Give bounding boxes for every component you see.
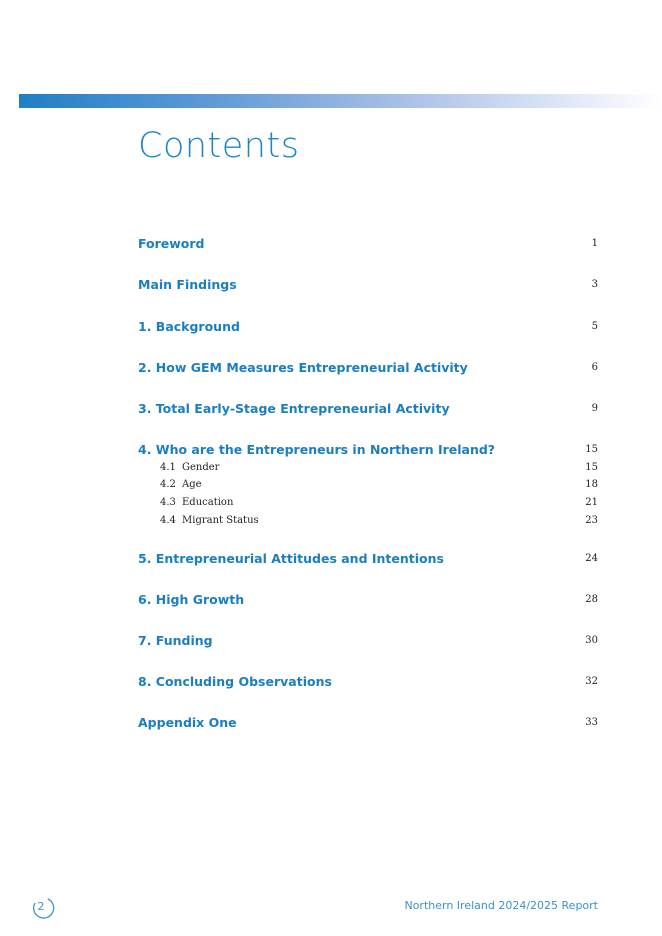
toc-subentry-label: Migrant Status xyxy=(182,514,259,526)
toc-entry-label: 7. Funding xyxy=(138,632,213,648)
toc-subentry-page: 15 xyxy=(585,461,598,473)
toc-entry-page: 24 xyxy=(585,552,598,564)
toc-entry-page: 33 xyxy=(585,716,598,728)
toc-entry-label: 1. Background xyxy=(138,318,240,334)
toc-subentry-label: Gender xyxy=(182,461,220,473)
toc-subentry-number: 4.3 xyxy=(160,496,176,508)
toc-entry-page: 3 xyxy=(591,278,598,290)
footer-report-title: Northern Ireland 2024/2025 Report xyxy=(404,899,598,912)
toc-subentry-label: Age xyxy=(182,478,202,490)
toc-entry-page: 32 xyxy=(585,675,598,687)
toc-entry-label: 2. How GEM Measures Entrepreneurial Activity xyxy=(138,359,468,375)
toc-entry-concluding-observations[interactable] xyxy=(138,672,598,690)
page-number-badge xyxy=(31,896,53,918)
toc-subentry-page: 18 xyxy=(585,478,598,490)
toc-subentry-number: 4.2 xyxy=(160,478,176,490)
page-number: 2 xyxy=(37,900,45,913)
toc-subentry-age[interactable] xyxy=(160,476,598,492)
toc-entry-attitudes-intentions[interactable] xyxy=(138,549,598,567)
toc-entry-page: 1 xyxy=(591,237,598,249)
toc-subentry-number: 4.1 xyxy=(160,461,176,473)
toc-entry-label: 3. Total Early-Stage Entrepreneurial Activity xyxy=(138,400,450,416)
toc-entry-label: 5. Entrepreneurial Attitudes and Intentions xyxy=(138,550,444,566)
toc-entry-total-early-stage[interactable] xyxy=(138,399,598,417)
toc-entry-page: 5 xyxy=(591,320,598,332)
toc-subentry-page: 21 xyxy=(585,496,598,508)
toc-entry-who-are-entrepreneurs[interactable] xyxy=(138,440,598,458)
toc-subentry-label: Education xyxy=(182,496,234,508)
toc-entry-page: 9 xyxy=(591,402,598,414)
toc-entry-background[interactable] xyxy=(138,317,598,335)
toc-entry-label: Appendix One xyxy=(138,714,237,730)
toc-entry-foreword[interactable] xyxy=(138,234,598,252)
page-title: Contents xyxy=(138,126,300,166)
toc-subentry-education[interactable] xyxy=(160,494,598,510)
toc-entry-page: 30 xyxy=(585,634,598,646)
toc-entry-label: 6. High Growth xyxy=(138,591,245,607)
toc-entry-funding[interactable] xyxy=(138,631,598,649)
toc-subentry-page: 23 xyxy=(585,514,598,526)
toc-entry-label: 8. Concluding Observations xyxy=(138,673,332,689)
toc-entry-how-gem-measures[interactable] xyxy=(138,358,598,376)
header-gradient-band xyxy=(19,94,662,108)
toc-entry-label: Main Findings xyxy=(138,276,237,292)
toc-subentry-migrant-status[interactable] xyxy=(160,512,598,528)
toc-entry-main-findings[interactable] xyxy=(138,275,598,293)
toc-entry-page: 28 xyxy=(585,593,598,605)
toc-entry-page: 6 xyxy=(591,361,598,373)
toc-subentry-gender[interactable] xyxy=(160,459,598,475)
toc-entry-high-growth[interactable] xyxy=(138,590,598,608)
toc-entry-label: Foreword xyxy=(138,235,205,251)
toc-entry-page: 15 xyxy=(585,443,598,455)
toc-subentry-number: 4.4 xyxy=(160,514,176,526)
toc-entry-label: 4. Who are the Entrepreneurs in Northern Ireland? xyxy=(138,441,496,457)
toc-entry-appendix-one[interactable] xyxy=(138,713,598,731)
